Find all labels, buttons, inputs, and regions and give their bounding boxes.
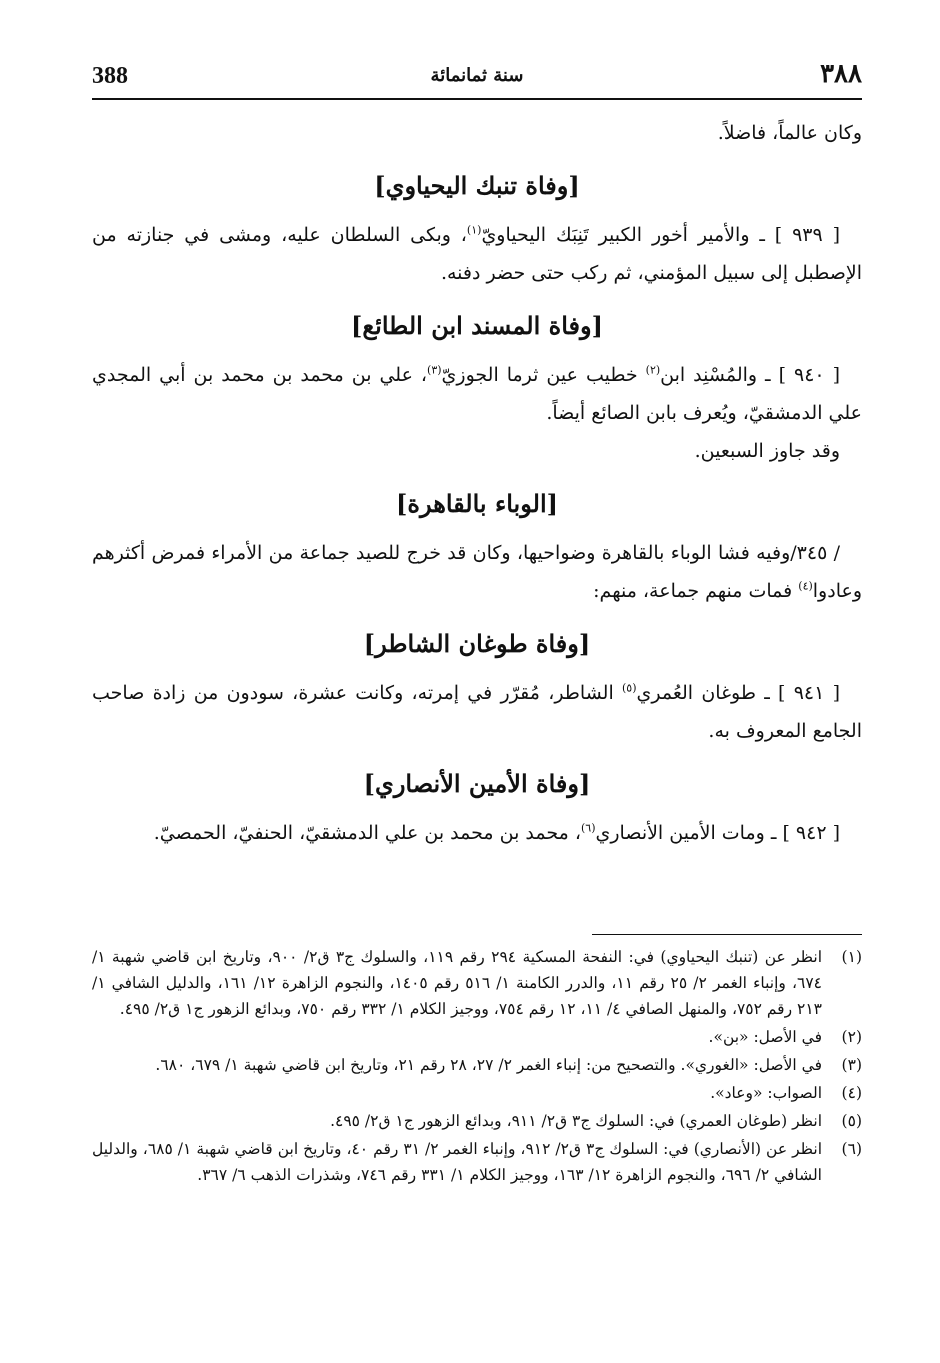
running-title: سنة ثمانمائة [430,65,524,86]
note-ref: (٢) [645,363,661,377]
note-ref: (٤) [798,579,813,593]
footnote-rule [592,934,862,935]
footnote-number: (١) [841,948,862,966]
entry-text: [ ٩٤٠ ] ـ والمُسْنِد ابن [660,364,840,386]
page-number-latin: 388 [92,63,128,89]
page-number-arabic: ٣٨٨ [820,59,862,89]
entry-941 [92,674,862,750]
plague-paragraph [92,534,862,610]
header-rule [92,98,862,100]
footnote [92,1080,862,1106]
entry-text: ، محمد بن محمد بن علي الدمشقيّ، الحنفيّ، الحمصيّ. [153,822,581,844]
footnote [92,1108,862,1134]
note-ref: (٦) [580,821,596,835]
entry-text: ، وبكى السلطان عليه، ومشى في جنازته من الإصطبل إلى سبيل المؤمني، ثم ركب حتى حضر دفنه. [92,224,862,284]
footnote-text: في الأصل: «بن». [708,1028,822,1046]
entry-text: فمات منهم جماعة، منهم: [593,580,799,602]
footnote-text: انظر عن (تنبك اليحياوي) في: النفحة المسكية ٢٩٤ رقم ١١٩، والسلوك ج٣ ق٢/ ٩٠٠، وتاريخ ابن قاضي شهبة ١/ ٦٧٤، وإنباء الغمر ٢/ ٢٥ رقم ١١، والدرر الكامنة ١/ ٥١٦ رقم ١٤٠٥، والنجوم الزاهرة ١٢/ ١٦١، والدليل الشافي ١/ ٢١٣ رقم ٧٥٢، والمنهل الصافي ٤/ ١١، ١٢ رقم ٧٥٤، ووجيز الكلام ١/ ٣٣٢ رقم ٧٥٠، وبدائع الزهور ج١ ق٢/ ٤٩٥. [92,948,823,1018]
entry-text: الشاطر، مُقرّر في إمرته، وكانت عشرة، سودون من زادة صاحب الجامع المعروف به. [92,682,862,742]
footnote-number: (٥) [841,1112,862,1130]
main-text [92,114,862,852]
section-heading-musnad: [وفاة المسند ابن الطائع] [351,311,603,340]
footnote-text: الصواب: «وعاد». [710,1084,822,1102]
footnote-number: (٤) [841,1084,862,1102]
footnote-number: (٦) [841,1140,862,1158]
entry-text: / ٣٤٥/وفيه فشا الوباء بالقاهرة وضواحيها، وكان قد خرج للصيد جماعة من الأمراء فمرض أكثرهم وعادوا [92,542,862,602]
section-heading-ansari: [وفاة الأمين الأنصاري] [363,769,591,798]
intro-line: وكان عالماً، فاضلاً. [717,122,862,144]
note-ref: (٥) [622,681,637,695]
footnote [92,944,862,1022]
footnote-number: (٢) [841,1028,862,1046]
entry-939 [92,216,862,292]
footnote-text: في الأصل: «الغوري». والتصحيح من: إنباء الغمر ٢/ ٢٧، ٢٨ رقم ٢١، وتاريخ ابن قاضي شهبة ١/ ٦٧٩، ٦٨٠. [155,1056,822,1074]
note-ref: (١) [466,223,482,237]
footnote-text: انظر عن (الأنصاري) في: السلوك ج٣ ق٢/ ٩١٢، وإنباء الغمر ٢/ ٣١ رقم ٤٠، وتاريخ ابن قاضي شهبة ١/ ٦٨٥، والدليل الشافي ٢/ ٦٩٦، والنجوم الزاهرة ١٢/ ١٦٣، ووجيز الكلام ١/ ٣٣١ رقم ٧٤٦، وشذرات الذهب ٦/ ٣٦٧. [92,1140,822,1184]
section-heading-plague: [الوباء بالقاهرة] [396,489,558,518]
footnotes [92,944,862,1190]
footnote [92,1024,862,1050]
footnote-number: (٣) [841,1056,862,1074]
entry-942 [92,814,862,852]
entry-text: [ ٩٤١ ] ـ طوغان العُمري [636,682,841,704]
section-heading-tughan: [وفاة طوغان الشاطر] [363,629,591,658]
entry-940-age: وقد جاوز السبعين. [694,440,840,462]
entry-940 [92,356,862,432]
note-ref: (٣) [427,363,442,377]
entry-text: [ ٩٣٩ ] ـ والأمير أخور الكبير تَنِبَك اليحياويّ [481,224,840,246]
entry-text: [ ٩٤٢ ] ـ ومات الأمين الأنصاري [595,822,840,844]
entry-text: ، علي بن محمد بن محمد بن أبي المجدي علي الدمشقيّ، ويُعرف بابن الصائع أيضاً. [92,364,862,424]
footnote-text: انظر (طوغان العمري) في: السلوك ج٣ ق٢/ ٩١١، وبدائع الزهور ج١ ق٢/ ٤٩٥. [330,1112,822,1130]
footnote [92,1136,862,1188]
entry-text: خطيب عين ثرما الجوزيّ [441,364,646,386]
running-head [92,55,862,95]
section-heading-tanbak: [وفاة تنبك اليحياوي] [374,171,580,200]
footnote [92,1052,862,1078]
